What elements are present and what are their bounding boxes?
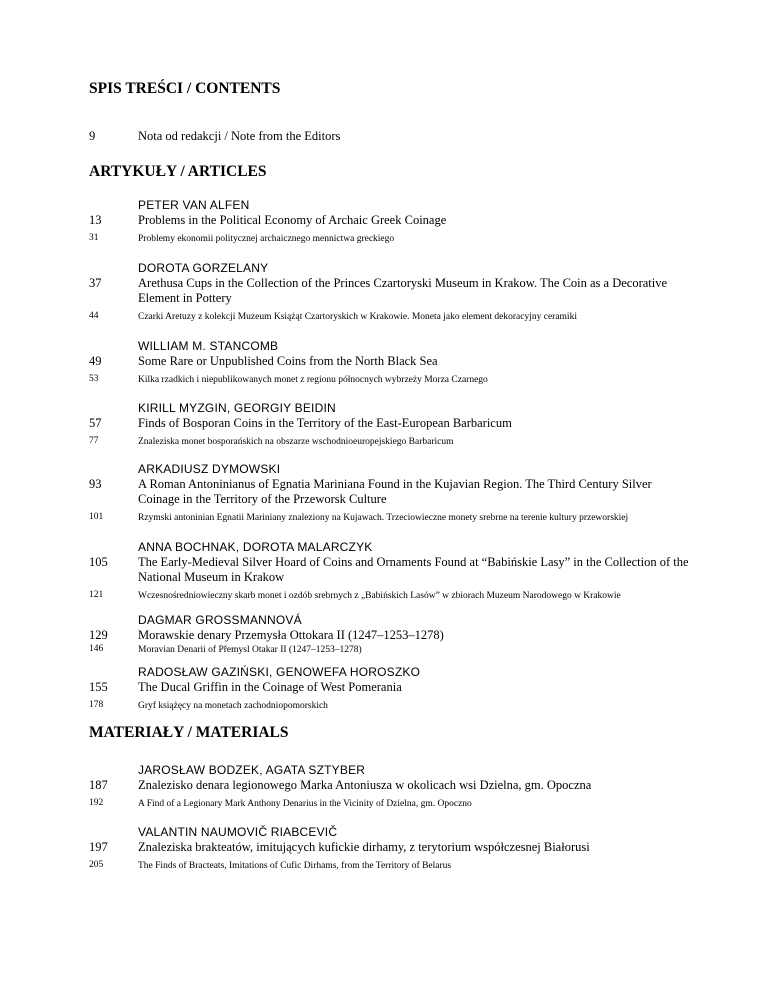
page-title: SPIS TREŚCI / CONTENTS: [89, 80, 281, 97]
toc-entry: [89, 198, 689, 245]
toc-entry-note: [89, 129, 689, 144]
entry-authors: DAGMAR GROSSMANNOVÁ: [138, 613, 302, 627]
subentry-title: The Finds of Bracteats, Imitations of Cufic Dirhams, from the Territory of Belarus: [138, 861, 452, 871]
subentry-title: Wczesnośredniowieczny skarb monet i ozdób srebrnych z „Babińskich Lasów” w zbiorach Muzeum Narodowego w Krakowie: [138, 591, 621, 601]
subentry-page-number: 192: [89, 798, 104, 808]
entry-authors: RADOSŁAW GAZIŃSKI, GENOWEFA HOROSZKO: [138, 665, 421, 679]
entry-title: Some Rare or Unpublished Coins from the North Black Sea: [138, 354, 438, 368]
toc-entry: [89, 613, 689, 656]
subentry-title: A Find of a Legionary Mark Anthony Denarius in the Vicinity of Dzielna, gm. Opoczno: [138, 799, 472, 809]
subentry-page-number: 146: [89, 644, 104, 654]
toc-entry: [89, 339, 689, 386]
section-heading-articles: ARTYKUŁY / ARTICLES: [89, 163, 267, 180]
entry-title: Finds of Bosporan Coins in the Territory of the East-European Barbaricum: [138, 416, 512, 430]
subentry-title: Rzymski antoninian Egnatii Mariniany znaleziony na Kujawach. Trzeciowieczne monety srebrne na terenie kultury przeworskiej: [138, 513, 629, 523]
entry-authors: JAROSŁAW BODZEK, AGATA SZTYBER: [138, 763, 366, 777]
toc-entry: [89, 825, 689, 872]
subentry-page-number: 31: [89, 233, 99, 243]
subentry-page-number: 77: [89, 436, 99, 446]
toc-entry: [89, 540, 689, 602]
entry-authors: ARKADIUSZ DYMOWSKI: [138, 462, 281, 476]
entry-title: Znalezisko denara legionowego Marka Antoniusza w okolicach wsi Dzielna, gm. Opoczna: [138, 778, 592, 792]
subentry-title: Czarki Aretuzy z kolekcji Muzeum Książąt Czartoryskich w Krakowie. Moneta jako element dekoracyjny ceramiki: [138, 312, 577, 322]
entry-title: A Roman Antoninianus of Egnatia Mariniana Found in the Kujavian Region. The Third Century Silver Coinage in the Territory of the Przeworsk Culture: [138, 477, 652, 506]
subentry-page-number: 178: [89, 700, 104, 710]
page-number: 105: [89, 555, 108, 569]
entry-authors: KIRILL MYZGIN, GEORGIY BEIDIN: [138, 401, 336, 415]
entry-title: Znaleziska brakteatów, imitujących kufickie dirhamy, z terytorium współczesnej Białorusi: [138, 840, 590, 854]
page-number: 197: [89, 840, 108, 854]
entry-title: Arethusa Cups in the Collection of the Princes Czartoryski Museum in Krakow. The Coin as a Decorative Element in Pottery: [138, 276, 668, 305]
subentry-title: Problemy ekonomii politycznej archaicznego mennictwa greckiego: [138, 234, 395, 244]
subentry-title: Znaleziska monet bosporańskich na obszarze wschodnioeuropejskiego Barbaricum: [138, 437, 454, 447]
entry-title: Problems in the Political Economy of Archaic Greek Coinage: [138, 213, 447, 227]
page-number: 187: [89, 778, 108, 792]
subentry-title: Kilka rzadkich i niepublikowanych monet z regionu północnych wybrzeży Morza Czarnego: [138, 375, 488, 385]
page-number: 13: [89, 213, 102, 227]
entry-title: The Early-Medieval Silver Hoard of Coins and Ornaments Found at “Babińskie Lasy” in the Collection of the National Museum in Krakow: [138, 555, 689, 584]
page-number: 129: [89, 628, 108, 642]
subentry-page-number: 205: [89, 860, 104, 870]
entry-title: Morawskie denary Przemysła Ottokara II (1247–1253–1278): [138, 628, 444, 642]
subentry-page-number: 121: [89, 590, 104, 600]
page-number: 93: [89, 477, 102, 491]
entry-title: The Ducal Griffin in the Coinage of West Pomerania: [138, 680, 402, 694]
page-number: 9: [89, 129, 96, 143]
entry-authors: WILLIAM M. STANCOMB: [138, 339, 279, 353]
page-number: 155: [89, 680, 108, 694]
toc-entry: [89, 763, 689, 810]
toc-entry: [89, 665, 689, 712]
subentry-title: Moravian Denarii of Přemysl Otakar II (1247–1253–1278): [138, 645, 362, 655]
toc-entry: [89, 261, 689, 323]
entry-title: Nota od redakcji / Note from the Editors: [138, 129, 341, 143]
section-heading-materials: MATERIAŁY / MATERIALS: [89, 724, 289, 741]
entry-authors: PETER VAN ALFEN: [138, 198, 250, 212]
toc-entry: [89, 401, 689, 448]
subentry-page-number: 101: [89, 512, 104, 522]
page-number: 37: [89, 276, 102, 290]
page-number: 57: [89, 416, 102, 430]
subentry-page-number: 44: [89, 311, 99, 321]
entry-authors: DOROTA GORZELANY: [138, 261, 269, 275]
entry-authors: ANNA BOCHNAK, DOROTA MALARCZYK: [138, 540, 373, 554]
entry-authors: VALANTIN NAUMOVIČ RIABCEVIČ: [138, 825, 338, 839]
toc-entry: [89, 462, 689, 524]
subentry-page-number: 53: [89, 374, 99, 384]
subentry-title: Gryf książęcy na monetach zachodniopomorskich: [138, 701, 328, 711]
page-number: 49: [89, 354, 102, 368]
